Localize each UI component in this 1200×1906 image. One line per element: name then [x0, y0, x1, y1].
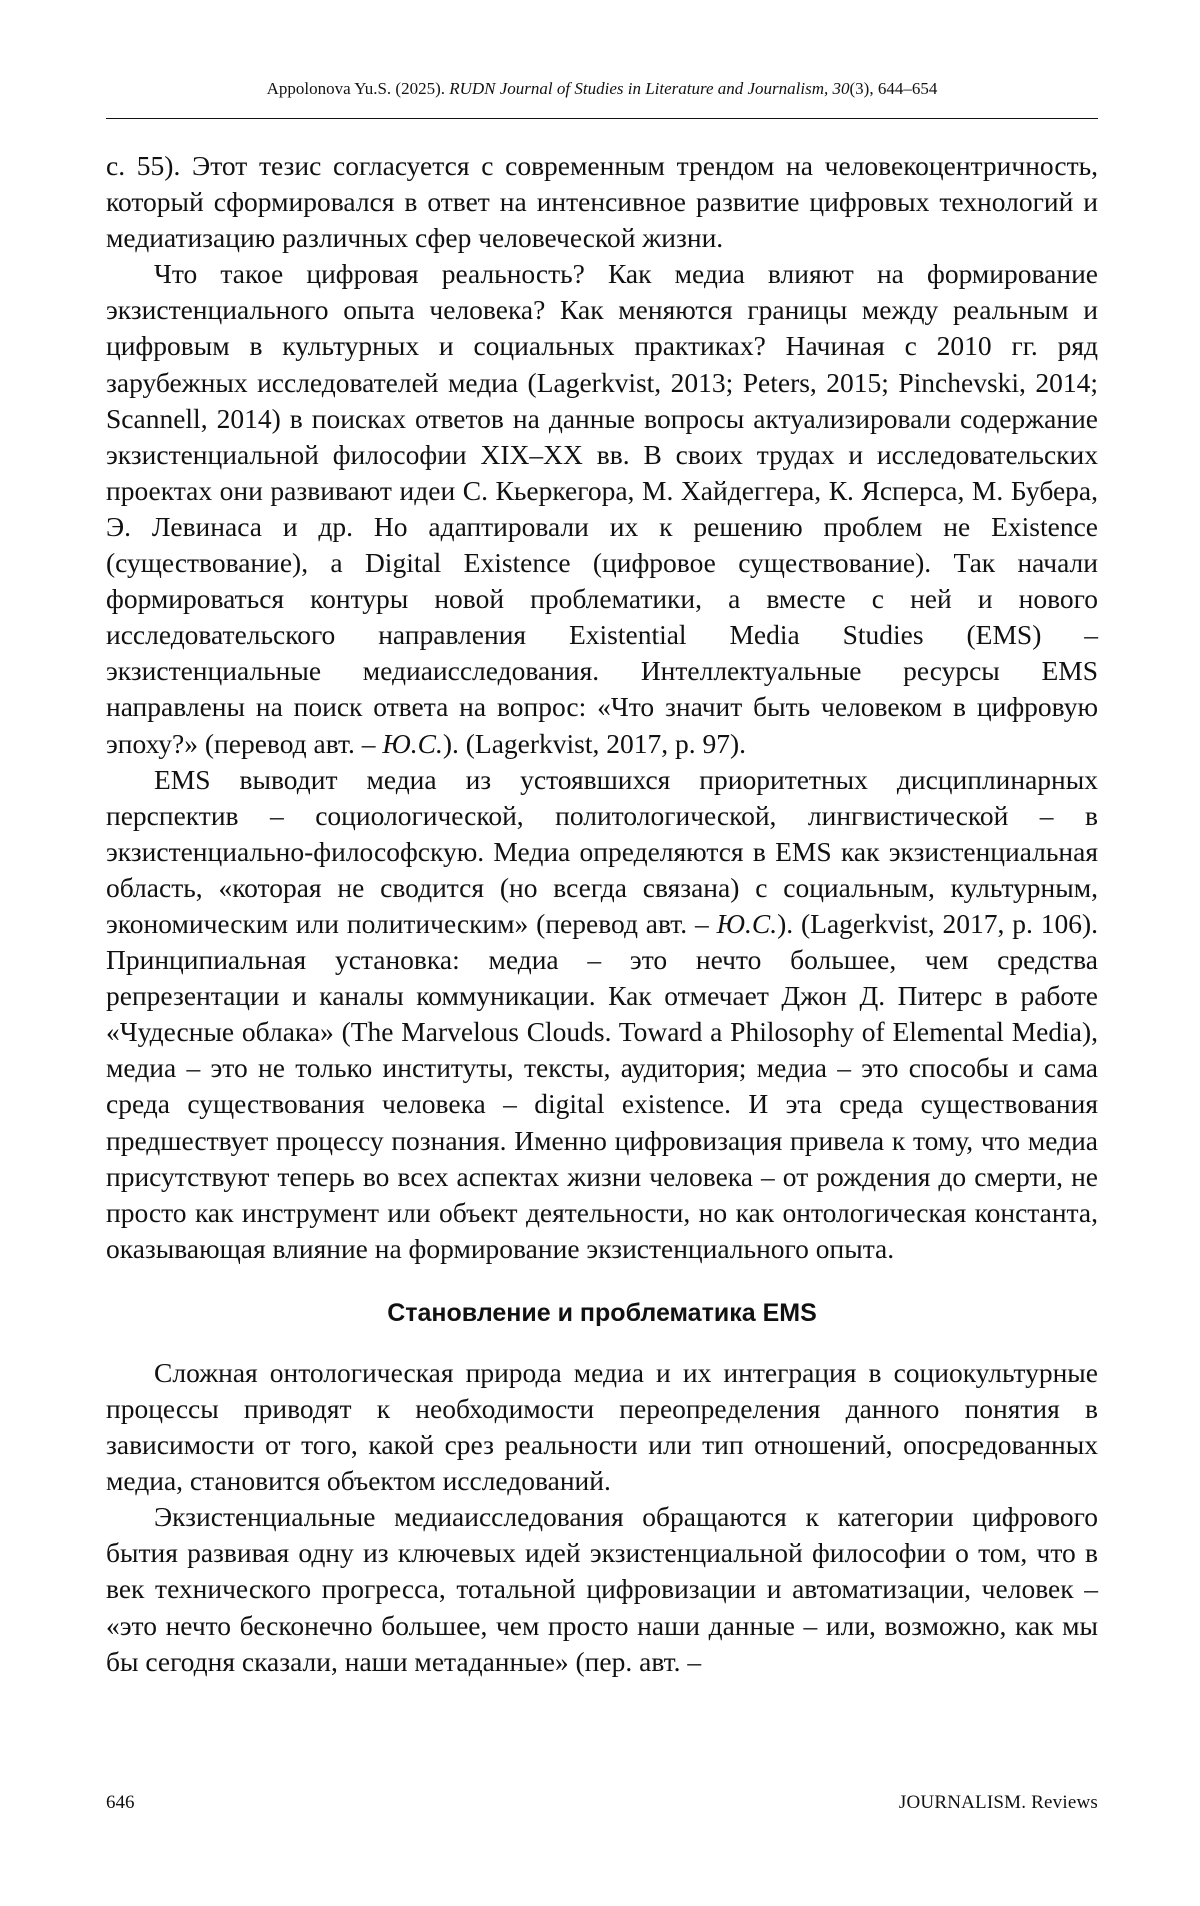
- paragraph-2-author-initials: Ю.С.: [382, 727, 443, 759]
- paragraph-3-end: ). (Lagerkvist, 2017, p. 106). Принципиальная установка: медиа – это нечто большее, чем средства репрезентации и каналы коммуникации. Как отмечает Джон Д. Питерс в работе «Чудесные облака» (The Marvelous Clouds. Toward a Philosophy of Elemental Media), медиа – это не только институты, тексты, аудитория; медиа – это способы и сама среда существования человека – digital existence. И эта среда существования предшествует процессу познания. Именно цифровизация привела к тому, что медиа присутствуют теперь во всех аспектах жизни человека – от рождения до смерти, не просто как инструмент или объект деятельности, но как онтологическая константа, оказывающая влияние на формирование экзистенциального опыта.: [106, 907, 1098, 1264]
- paragraph-3: [106, 762, 1098, 1267]
- running-head-volume: 30: [828, 79, 850, 98]
- paragraph-4: Сложная онтологическая природа медиа и их интеграция в социокультурные процессы приводят к необходимости переопределения данного понятия в зависимости от того, какой срез реальности или тип отношений, опосредованных медиа, становится объектом исследований.: [106, 1356, 1098, 1497]
- paragraph-2: [106, 256, 1098, 761]
- running-head-authors: Appolonova Yu.S. (2025).: [266, 79, 450, 98]
- paragraph-3-author-initials: Ю.С.: [716, 907, 778, 939]
- article-body: [106, 148, 1098, 1680]
- section-heading: Становление и проблематика EMS: [387, 1298, 817, 1327]
- running-head: [106, 78, 1098, 100]
- paragraph-5: Экзистенциальные медиаисследования обращаются к категории цифрового бытия развивая одну из ключевых идей экзистенциальной философии о том, что в век технического прогресса, тотальной цифровизации и автоматизации, человек – «это нечто бесконечно большее, чем просто наши данные – или, возможно, как мы бы сегодня сказали, наши метаданные» (пер. авт. –: [106, 1501, 1098, 1677]
- page-footer: [106, 1790, 1098, 1816]
- journal-section-label: JOURNALISM. Reviews: [898, 1792, 1098, 1813]
- paragraph-3-text: EMS выводит медиа из устоявшихся приоритетных дисциплинарных перспектив – социологической, политологической, лингвистической – в экзистенциально-философскую. Медиа определяются в EMS как экзистенциальная область, «которая не сводится (но всегда связана) с социальным, культурным, экономическим или политическим» (перевод авт. –: [106, 763, 1098, 939]
- page-number: 646: [106, 1792, 135, 1813]
- paragraph-1: с. 55). Этот тезис согласуется с современным трендом на человекоцентричность, который сформировался в ответ на интенсивное развитие цифровых технологий и медиатизацию различных сфер человеческой жизни.: [106, 150, 1098, 254]
- running-head-journal: RUDN Journal of Studies in Literature and Journalism,: [449, 79, 829, 98]
- running-head-issue-pages: (3), 644–654: [849, 79, 938, 98]
- paragraph-2-end: ). (Lagerkvist, 2017, p. 97).: [442, 727, 747, 759]
- header-divider: [106, 118, 1098, 119]
- paragraph-2-text: Что такое цифровая реальность? Как медиа влияют на формирование экзистенциального опыта человека? Как меняются границы между реальным и цифровым в культурных и социальных практиках? Начиная с 2010 гг. ряд зарубежных исследователей медиа (Lagerkvist, 2013; Peters, 2015; Pinchevski, 2014; Scannell, 2014) в поисках ответов на данные вопросы актуализировали содержание экзистенциальной философии XIX–XX вв. В своих трудах и исследовательских проектах они развивают идеи С. Кьеркегора, М. Хайдеггера, К. Ясперса, М. Бубера, Э. Левинаса и др. Но адаптировали их к решению проблем не Existence (существование), а Digital Existence (цифровое существование). Так начали формироваться контуры новой проблематики, а вместе с ней и нового исследовательского направления Existential Media Studies (EMS) – экзистенциальные медиаисследования. Интеллектуальные ресурсы EMS направлены на поиск ответа на вопрос: «Что значит быть человеком в цифровую эпоху?» (перевод авт. –: [106, 258, 1098, 759]
